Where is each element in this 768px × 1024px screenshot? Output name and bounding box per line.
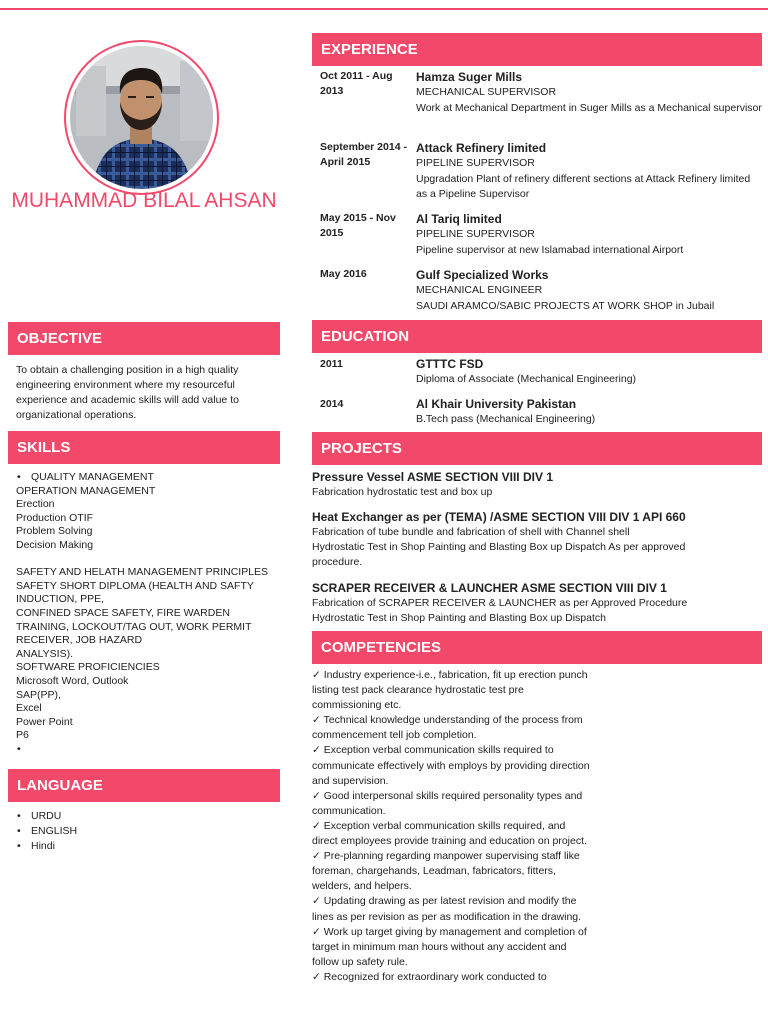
project-line: Hydrostatic Test in Shop Painting and Blasting Box up Dispatch (312, 612, 606, 624)
education-entry (416, 396, 762, 428)
experience-entry (416, 211, 762, 258)
skill-line: OPERATION MANAGEMENT (16, 484, 156, 497)
profile-photo (70, 46, 213, 189)
experience-heading: EXPERIENCE (312, 33, 762, 66)
skills-first-list (16, 471, 282, 485)
skills-block (16, 471, 282, 756)
project-title: Pressure Vessel ASME SECTION VIII DIV 1 (312, 470, 553, 484)
competency-item: ✓ Recognized for extraordinary work conducted to (312, 970, 547, 983)
experience-desc: Pipeline supervisor at new Islamabad international Airport (416, 243, 684, 256)
skill-line: CONFINED SPACE SAFETY, FIRE WARDEN TRAINING, LOCKOUT/TAG OUT, WORK PERMIT RECEIVER, JOB HAZARD (16, 606, 252, 647)
project-title: SCRAPER RECEIVER & LAUNCHER ASME SECTION VIII DIV 1 (312, 581, 667, 595)
experience-entry (416, 69, 762, 116)
objective-text: To obtain a challenging position in a high quality engineering environment where my resourceful experience and academic skills will add value to organizational operations. (16, 364, 239, 421)
education-school: GTTTC FSD (416, 357, 484, 371)
skills-heading: SKILLS (8, 431, 280, 464)
skills-empty-bullet (16, 743, 282, 757)
candidate-name: MUHAMMAD BILAL AHSAN (11, 189, 277, 212)
experience-role: MECHANICAL SUPERVISOR (416, 86, 557, 98)
experience-role: MECHANICAL ENGINEER (416, 284, 543, 296)
projects-heading: PROJECTS (312, 432, 762, 465)
skill-line: SOFTWARE PROFICIENCIES (16, 661, 160, 674)
language-item: • URDU (16, 809, 278, 824)
skill-line: SAP(PP), (16, 688, 61, 701)
competency-item: ✓ Good interpersonal skills required personality types and communication. (312, 789, 583, 817)
skill-line: Power Point (16, 715, 73, 728)
experience-desc: SAUDI ARAMCO/SABIC PROJECTS AT WORK SHOP in Jubail (416, 299, 715, 312)
experience-entry (416, 267, 762, 314)
experience-entry (416, 140, 762, 203)
language-heading: LANGUAGE (8, 769, 280, 802)
competency-item: ✓ Industry experience-i.e., fabrication, fit up erection punch listing test pack clearance hydrostatic test pre commissioning etc. (312, 669, 588, 712)
competency-item: ✓ Exception verbal communication skills required to communicate effectively with employs by providing direction and supervision. (312, 744, 590, 787)
objective-heading: OBJECTIVE (8, 322, 280, 355)
project-entry (312, 580, 762, 626)
skill-line (16, 553, 282, 567)
competency-item: ✓ Work up target giving by management and completion of target in minimum man hours without any accident and follow up safety rule. (312, 925, 587, 968)
skill-line: Problem Solving (16, 525, 93, 538)
skill-line: Microsoft Word, Outlook (16, 674, 129, 687)
skill-line: SAFETY AND HELATH MANAGEMENT PRINCIPLES (16, 566, 269, 579)
experience-desc: Work at Mechanical Department in Suger Mills as a Mechanical supervisor (416, 101, 762, 114)
experience-company: Hamza Suger Mills (416, 70, 523, 84)
education-entry (416, 356, 762, 388)
experience-date: May 2016 (320, 268, 367, 280)
experience-role: PIPELINE SUPERVISOR (416, 157, 535, 169)
language-item: • Hindi (16, 839, 278, 854)
language-block (16, 809, 278, 854)
education-year: 2014 (320, 398, 344, 410)
language-item: • ENGLISH (16, 824, 278, 839)
experience-desc: Upgradation Plant of refinery different sections at Attack Refinery limited as a Pipeline Supervisor (416, 172, 751, 200)
project-title: Heat Exchanger as per (TEMA) /ASME SECTION VIII DIV 1 API 660 (312, 510, 686, 524)
skill-line: Erection (16, 498, 55, 511)
language-list (16, 809, 278, 854)
project-line: Fabrication of tube bundle and fabrication of shell with Channel shell (312, 526, 630, 538)
project-entry (312, 469, 762, 500)
education-degree: Diploma of Associate (Mechanical Engineering) (416, 373, 637, 385)
skill-item-empty (16, 743, 282, 757)
experience-date: September 2014 - April 2015 (320, 141, 407, 168)
competency-item: ✓ Updating drawing as per latest revision and modify the lines as per revision as per as modification in the drawing. (312, 895, 582, 923)
skill-line: Decision Making (16, 538, 94, 551)
competency-item: ✓ Exception verbal communication skills required, and direct employees provide training and education on project. (312, 819, 587, 848)
top-divider (0, 8, 768, 10)
project-line: Hydrostatic Test in Shop Painting and Blasting Box up Dispatch As per approved procedure. (312, 541, 686, 568)
skill-line: SAFETY SHORT DIPLOMA (HEALTH AND SAFTY INDUCTION, PPE, (16, 579, 254, 606)
competencies-heading: COMPETENCIES (312, 631, 762, 664)
education-year: 2011 (320, 358, 343, 370)
skills-lines (16, 485, 282, 743)
project-entry (312, 509, 762, 570)
education-degree: B.Tech pass (Mechanical Engineering) (416, 413, 596, 425)
education-school: Al Khair University Pakistan (416, 397, 577, 411)
competency-item: ✓ Pre-planning regarding manpower supervising staff like foreman, chargehands, Leadman, fabricators, fitters, welders, and helpers. (312, 850, 580, 893)
education-heading: EDUCATION (312, 320, 762, 353)
skill-item: • QUALITY MANAGEMENT (16, 471, 282, 485)
experience-company: Gulf Specialized Works (416, 268, 549, 282)
project-line: Fabrication hydrostatic test and box up (312, 486, 493, 498)
competency-item: ✓ Technical knowledge understanding of the process from commencement tell job completion. (312, 714, 583, 742)
experience-role: PIPELINE SUPERVISOR (416, 228, 535, 240)
experience-company: Al Tariq limited (416, 212, 502, 226)
experience-date: May 2015 - Nov 2015 (320, 212, 396, 239)
profile-photo-frame (64, 40, 219, 195)
skill-line: Production OTIF (16, 511, 94, 524)
skill-line: ANALYSIS). (16, 647, 73, 660)
skill-line: Excel (16, 702, 42, 715)
experience-date: Oct 2011 - Aug 2013 (320, 70, 393, 97)
experience-company: Attack Refinery limited (416, 141, 547, 155)
competencies-list (312, 668, 592, 985)
project-line: Fabrication of SCRAPER RECEIVER & LAUNCHER as per Approved Procedure (312, 597, 688, 609)
skill-line: P6 (16, 729, 29, 742)
